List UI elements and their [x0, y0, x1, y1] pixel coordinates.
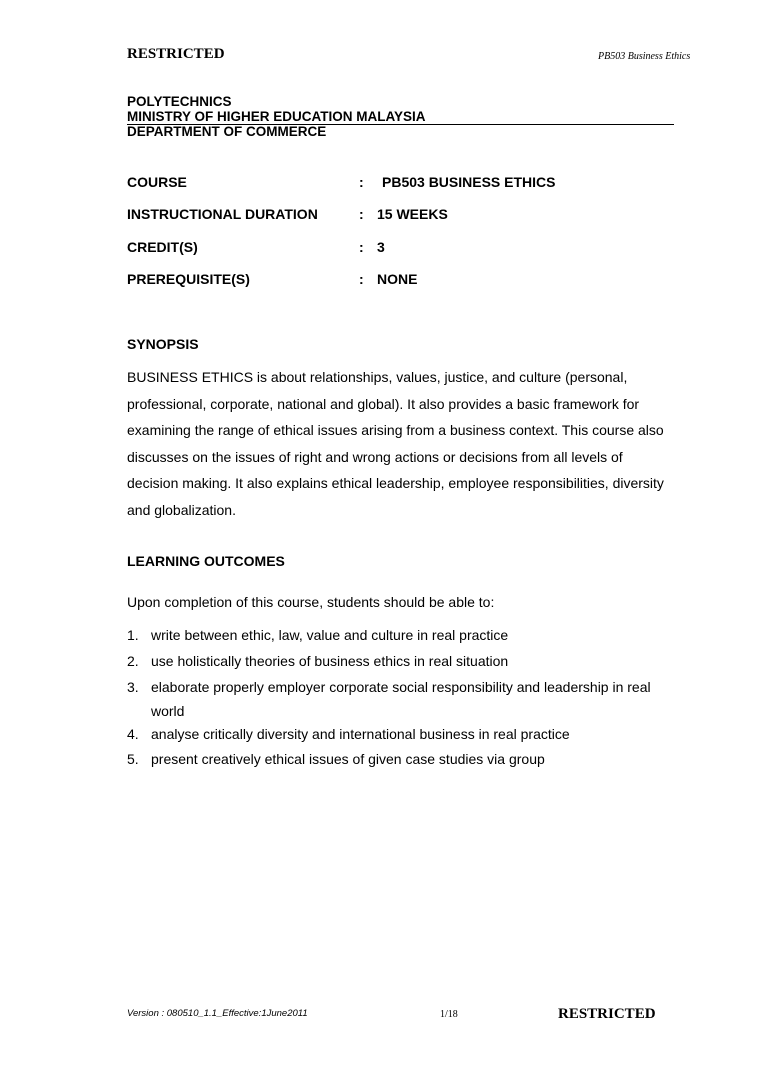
- synopsis-line: examining the range of ethical issues arising from a business context. This course also: [127, 422, 664, 438]
- outcome-number: 2.: [127, 653, 139, 669]
- outcome-text: analyse critically diversity and international business in real practice: [151, 726, 570, 742]
- outcomes-intro: Upon completion of this course, students should be able to:: [127, 594, 495, 610]
- credit-label: CREDIT(S): [127, 239, 198, 255]
- course-value: PB503 BUSINESS ETHICS: [382, 174, 556, 190]
- prereq-label: PREREQUISITE(S): [127, 271, 250, 287]
- outcome-number: 3.: [127, 679, 139, 695]
- course-colon: :: [359, 174, 364, 190]
- outcome-number: 5.: [127, 751, 139, 767]
- learning-outcomes-heading: LEARNING OUTCOMES: [127, 553, 285, 569]
- header-restricted: RESTRICTED: [127, 46, 225, 62]
- synopsis-line: professional, corporate, national and global). It also provides a basic framework for: [127, 395, 640, 412]
- course-label: COURSE: [127, 174, 187, 190]
- outcome-number: 1.: [127, 627, 139, 643]
- duration-value: 15 WEEKS: [377, 206, 448, 222]
- footer-restricted: RESTRICTED: [558, 1006, 656, 1022]
- outcome-item-3-continued: world: [151, 703, 185, 719]
- outcome-text: write between ethic, law, value and culture in real practice: [151, 627, 509, 643]
- header-course-title: PB503 Business Ethics: [598, 51, 691, 62]
- credit-value: 3: [377, 239, 385, 255]
- synopsis-text: [127, 364, 687, 523]
- org-line-3: DEPARTMENT OF COMMERCE: [127, 124, 327, 139]
- outcome-text: use holistically theories of business ethics in real situation: [151, 653, 509, 669]
- outcome-text: present creatively ethical issues of given case studies via group: [151, 751, 545, 767]
- org-line-1: POLYTECHNICS: [127, 94, 232, 109]
- duration-label: INSTRUCTIONAL DURATION: [127, 206, 318, 222]
- credit-colon: :: [359, 239, 364, 255]
- synopsis-line: discusses on the issues of right and wrong actions or decisions from all levels of: [127, 448, 623, 465]
- synopsis-line: BUSINESS ETHICS is about relationships, values, justice, and culture (personal,: [127, 369, 628, 385]
- footer-version: Version : 080510_1.1_Effective:1June2011: [127, 1008, 308, 1019]
- footer-page-number: 1/18: [440, 1009, 458, 1020]
- org-line-2: MINISTRY OF HIGHER EDUCATION MALAYSIA: [127, 109, 426, 124]
- outcome-text: elaborate properly employer corporate social responsibility and leadership in real: [151, 679, 651, 695]
- synopsis-heading: SYNOPSIS: [127, 336, 199, 352]
- duration-colon: :: [359, 206, 364, 222]
- synopsis-line: decision making. It also explains ethical leadership, employee responsibilities, diversity: [127, 475, 664, 491]
- prereq-value: NONE: [377, 271, 418, 287]
- prereq-colon: :: [359, 271, 364, 287]
- outcome-number: 4.: [127, 726, 139, 742]
- synopsis-line: and globalization.: [127, 501, 236, 518]
